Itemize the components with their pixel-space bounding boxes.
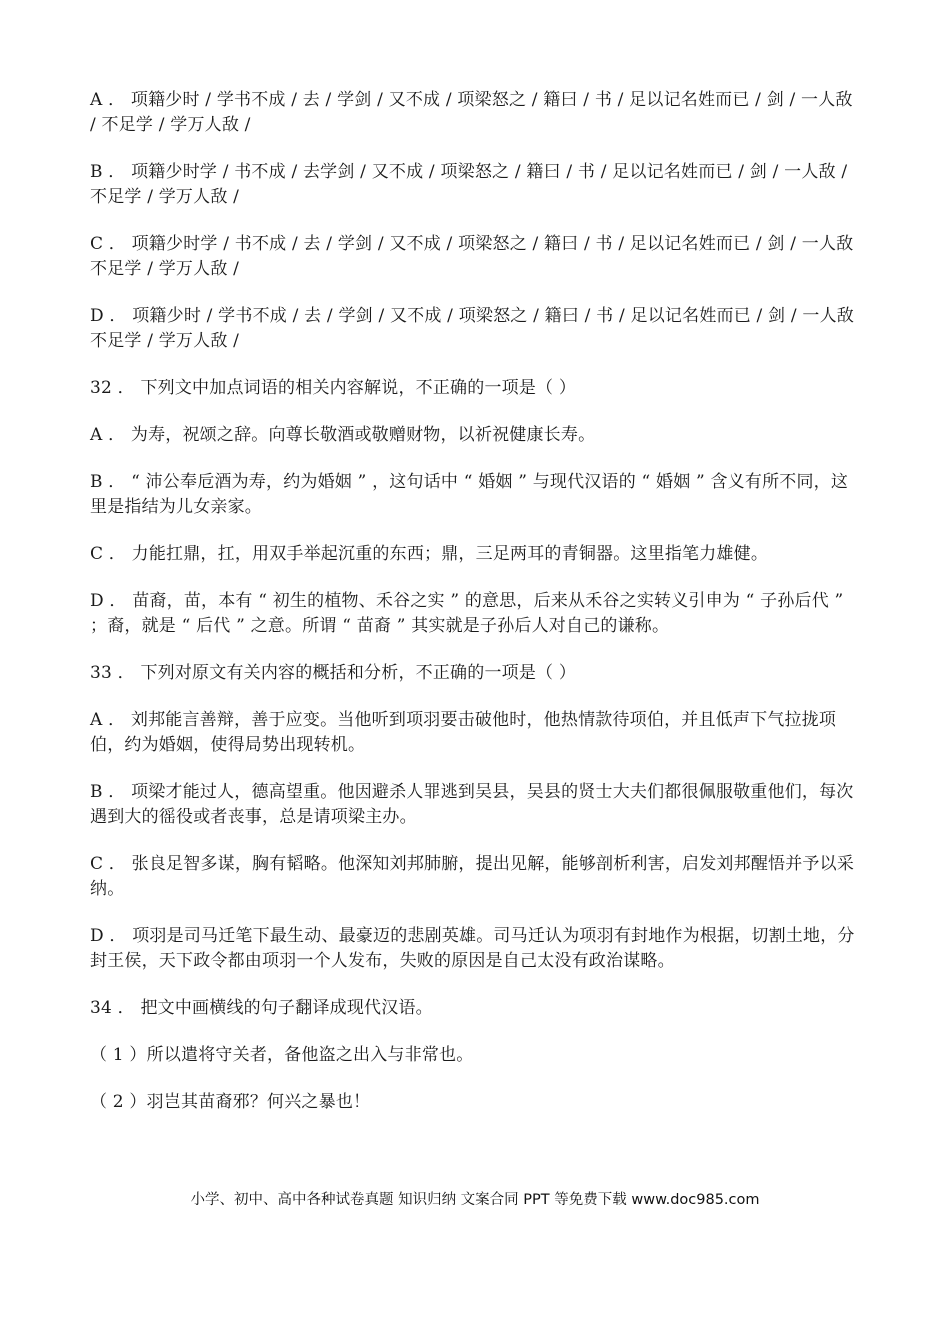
option-d-q33: D ． 项羽是司马迁笔下最生动、最豪迈的悲剧英雄。司马迁认为项羽有封地作为根据，切割土地，分封王侯，天下政令都由项羽一个人发布，失败的原因是自己太没有政治谋略。 [90, 926, 855, 971]
option-b-q33: B ． 项梁才能过人，德高望重。他因避杀人罪逃到吴县，吴县的贤士大夫们都很佩服敬重他们，每次遇到大的徭役或者丧事，总是请项梁主办。 [90, 782, 854, 827]
page-footer: 小学、初中、高中各种试卷真题 知识归纳 文案合同 PPT 等免费下载 www.doc985.com [190, 1192, 760, 1208]
option-d-q32: D ． 苗裔，苗，本有 “ 初生的植物、禾谷之实 ” 的意思，后来从禾谷之实转义引申为 “ 子孙后代 ” ；裔，就是 “ 后代 ” 之意。所谓 “ 苗裔 ” 其实就是子孙后人对自己的谦称。 [90, 591, 844, 636]
option-a-q31: A ． 项籍少时 / 学书不成 / 去 / 学剑 / 又不成 / 项梁怒之 / 籍曰 / 书 / 足以记名姓而已 / 剑 / 一人敌 / 不足学 / 学万人敌 / [90, 90, 853, 135]
sentence-2: （ 2 ）羽岂其苗裔邪？何兴之暴也！ [90, 1092, 371, 1112]
option-c-q33: C ． 张良足智多谋，胸有韬略。他深知刘邦肺腑，提出见解，能够剖析利害，启发刘邦醒悟并予以采纳。 [90, 854, 855, 899]
sentence-1: （ 1 ）所以遣将守关者，备他盗之出入与非常也。 [90, 1045, 474, 1065]
question-33: 33 ． 下列对原文有关内容的概括和分析，不正确的一项是（ ） [90, 663, 577, 683]
option-b-q31: B ． 项籍少时学 / 书不成 / 去学剑 / 又不成 / 项梁怒之 / 籍曰 / 书 / 足以记名姓而已 / 剑 / 一人敌 / 不足学 / 学万人敌 / [90, 162, 848, 207]
document-body [90, 88, 862, 1137]
option-d-q31: D ． 项籍少时 / 学书不成 / 去 / 学剑 / 又不成 / 项梁怒之 / 籍曰 / 书 / 足以记名姓而已 / 剑 / 一人敌不足学 / 学万人敌 / [90, 306, 854, 351]
option-b-q32: B ． “ 沛公奉卮酒为寿，约为婚姻 ” ，这句话中 “ 婚姻 ” 与现代汉语的 “ 婚姻 ” 含义有所不同，这里是指结为儿女亲家。 [90, 472, 849, 517]
option-a-q32: A ． 为寿，祝颂之辞。向尊长敬酒或敬赠财物，以祈祝健康长寿。 [90, 425, 596, 445]
option-a-q33: A ． 刘邦能言善辩，善于应变。当他听到项羽要击破他时，他热情款待项伯，并且低声下气拉拢项伯，约为婚姻，使得局势出现转机。 [90, 710, 837, 755]
option-c-q31: C ． 项籍少时学 / 书不成 / 去 / 学剑 / 又不成 / 项梁怒之 / 籍曰 / 书 / 足以记名姓而已 / 剑 / 一人敌不足学 / 学万人敌 / [90, 234, 854, 279]
question-34: 34 ． 把文中画横线的句子翻译成现代汉语。 [90, 998, 433, 1018]
option-c-q32: C ． 力能扛鼎，扛，用双手举起沉重的东西；鼎，三足两耳的青铜器。这里指笔力雄健。 [90, 544, 769, 564]
question-32: 32 ． 下列文中加点词语的相关内容解说，不正确的一项是（ ） [90, 378, 577, 398]
